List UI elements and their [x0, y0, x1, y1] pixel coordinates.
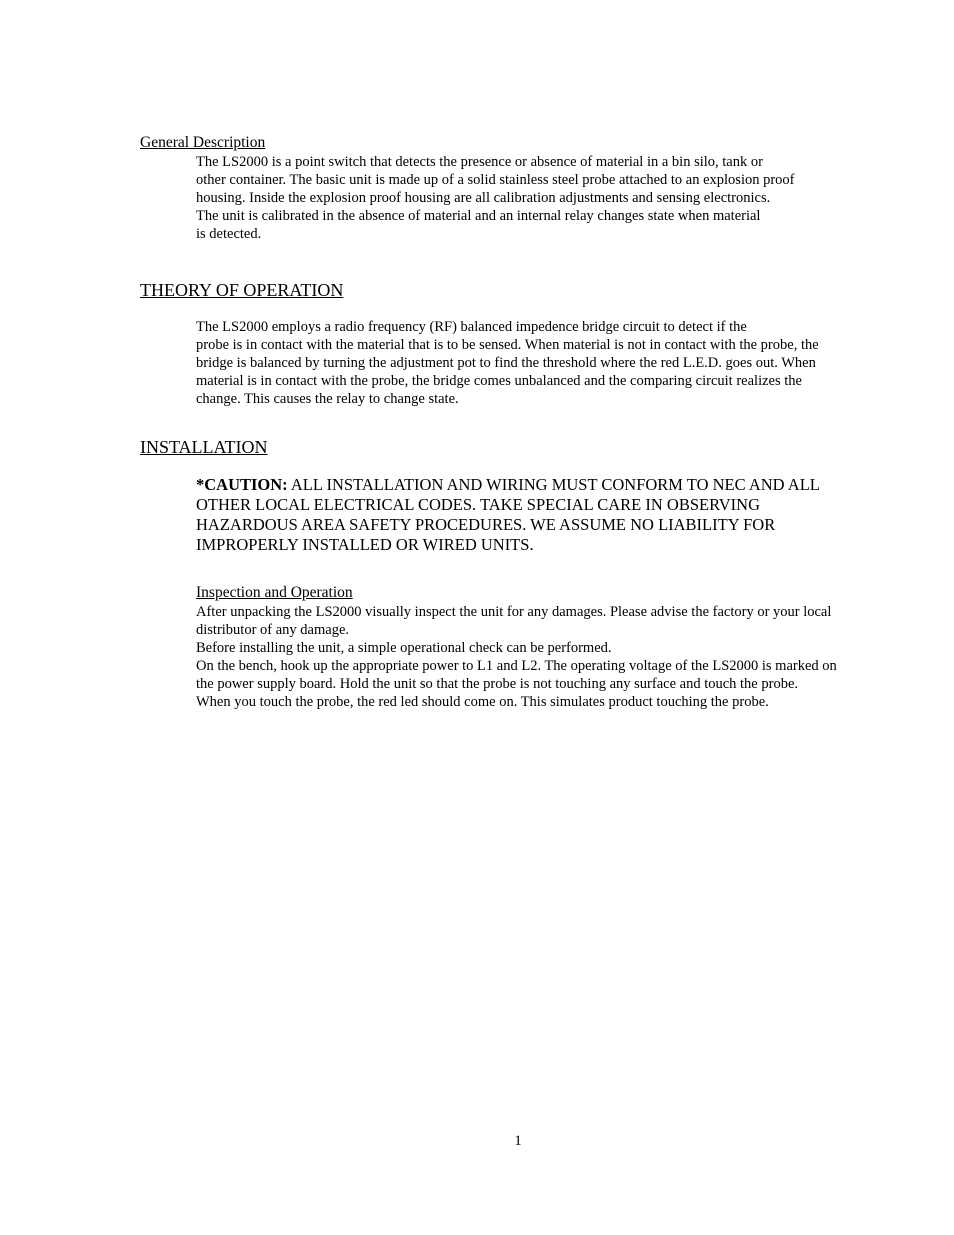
paragraph-line: is detected. [196, 226, 262, 242]
paragraph-line: The LS2000 employs a radio frequency (RF) balanced impedence bridge circuit to detect if the [196, 319, 747, 335]
paragraph-line: distributor of any damage. [196, 622, 350, 638]
inspection-heading: Inspection and Operation [196, 584, 353, 601]
paragraph-line: The unit is calibrated in the absence of material and an internal relay changes state when material [196, 208, 761, 224]
caution-line: IMPROPERLY INSTALLED OR WIRED UNITS. [196, 535, 534, 554]
paragraph-line: On the bench, hook up the appropriate power to L1 and L2. The operating voltage of the LS2000 is marked on [196, 658, 837, 674]
paragraph-line: bridge is balanced by turning the adjustment pot to find the threshold where the red L.E.D. goes out. When [196, 355, 816, 371]
installation-heading: INSTALLATION [140, 437, 268, 457]
paragraph-line: probe is in contact with the material that is to be sensed. When material is not in contact with the probe, the [196, 337, 819, 353]
paragraph-line: The LS2000 is a point switch that detects the presence or absence of material in a bin silo, tank or [196, 154, 763, 170]
general-description-paragraph [196, 153, 795, 243]
paragraph-line: material is in contact with the probe, the bridge comes unbalanced and the comparing circuit realizes the [196, 373, 802, 389]
caution-notice [196, 475, 820, 555]
paragraph-line: the power supply board. Hold the unit so that the probe is not touching any surface and touch the probe. [196, 676, 799, 692]
caution-line: HAZARDOUS AREA SAFETY PROCEDURES. WE ASSUME NO LIABILITY FOR [196, 515, 776, 534]
caution-line: OTHER LOCAL ELECTRICAL CODES. TAKE SPECIAL CARE IN OBSERVING [196, 495, 761, 514]
paragraph-line: After unpacking the LS2000 visually inspect the unit for any damages. Please advise the factory or your local [196, 604, 832, 620]
theory-of-operation-heading: THEORY OF OPERATION [140, 280, 344, 300]
inspection-paragraph [196, 603, 837, 711]
theory-of-operation-paragraph [196, 318, 819, 408]
paragraph-line: other container. The basic unit is made up of a solid stainless steel probe attached to an explosion proof [196, 172, 795, 188]
caution-line [196, 475, 820, 495]
caution-label: *CAUTION: [196, 475, 288, 494]
paragraph-line: change. This causes the relay to change state. [196, 391, 459, 407]
paragraph-line: Before installing the unit, a simple operational check can be performed. [196, 640, 612, 656]
page-number: 1 [514, 1133, 522, 1149]
general-description-heading: General Description [140, 134, 266, 151]
caution-text: ALL INSTALLATION AND WIRING MUST CONFORM TO NEC AND ALL [287, 475, 820, 494]
paragraph-line: housing. Inside the explosion proof housing are all calibration adjustments and sensing electronics. [196, 190, 771, 206]
paragraph-line: When you touch the probe, the red led should come on. This simulates product touching the probe. [196, 694, 769, 710]
